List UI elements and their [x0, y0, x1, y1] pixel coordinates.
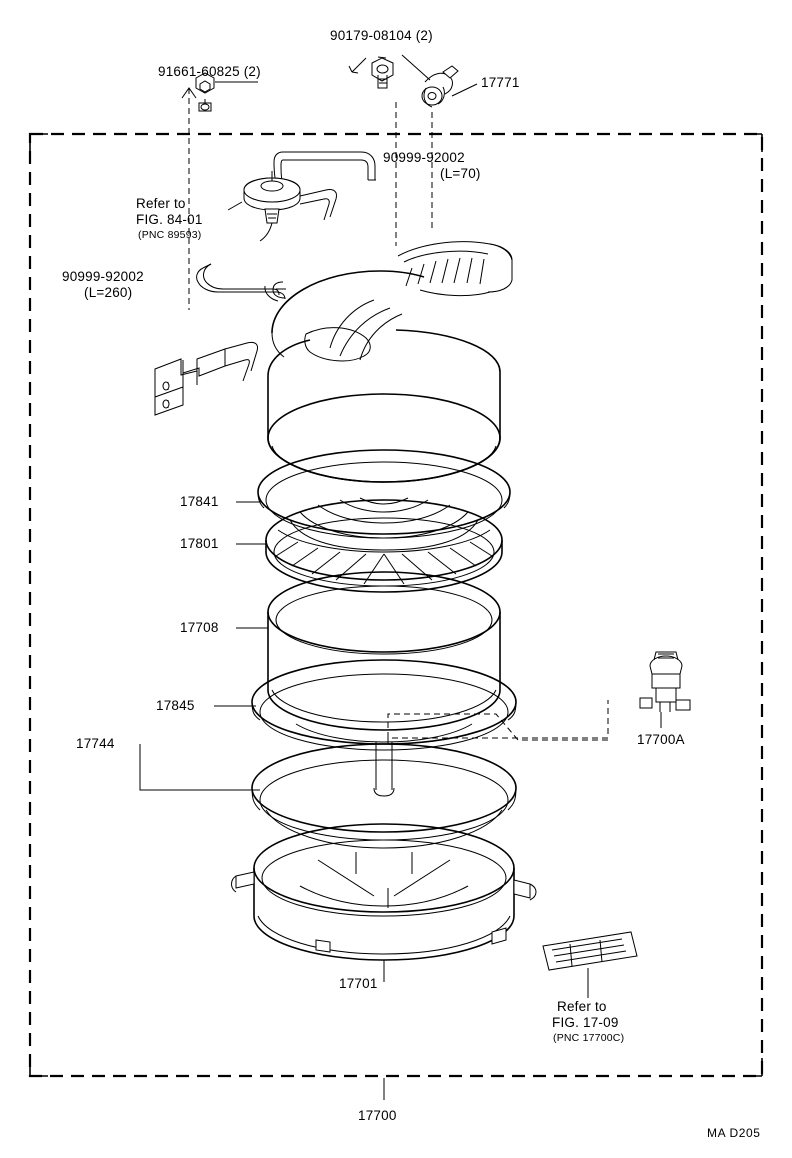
- sheet-code: MA D205: [707, 1126, 761, 1140]
- label-91661-60825: 91661-60825 (2): [158, 64, 261, 79]
- gasket-17841-icon: [258, 450, 510, 538]
- label-17701: 17701: [339, 976, 378, 991]
- leader-90179: [349, 58, 366, 73]
- hose-90999-260-icon: [197, 264, 286, 301]
- label-17700A: 17700A: [637, 732, 685, 747]
- gasket-17845-icon: [252, 660, 516, 796]
- leader-17771-from-90179: [402, 55, 430, 80]
- label-17744: 17744: [76, 736, 115, 751]
- bolt-90179-icon: [372, 58, 393, 88]
- label-17801: 17801: [180, 536, 219, 551]
- air-cleaner-cap-icon: [268, 242, 512, 482]
- leader-refer-8401: [228, 202, 242, 210]
- label-17841: 17841: [180, 494, 219, 509]
- label-90999-92002-260: 90999-92002: [62, 269, 144, 284]
- label-17700-assembly: 17700: [358, 1108, 397, 1123]
- grille-17700C-icon: [543, 932, 637, 970]
- air-cleaner-case-17708-icon: [268, 572, 500, 730]
- label-90999-92002-70-length: (L=70): [440, 166, 481, 181]
- label-90999-92002-260-length: (L=260): [84, 285, 133, 300]
- label-refer-fig-84-01-line1: Refer to: [136, 196, 186, 211]
- label-17845: 17845: [156, 698, 195, 713]
- label-17708: 17708: [180, 620, 219, 635]
- vacuum-valve-icon: [244, 171, 337, 241]
- air-filter-element-17801-icon: [266, 498, 502, 592]
- air-cleaner-bracket-icon: [155, 342, 258, 415]
- label-refer-fig-17-09-line2: FIG. 17-09: [552, 1015, 619, 1030]
- label-refer-fig-84-01-line2: FIG. 84-01: [136, 212, 203, 227]
- label-17771: 17771: [481, 75, 520, 90]
- label-refer-fig-17-09-line1: Refer to: [557, 999, 607, 1014]
- sensor-17700A-icon: [388, 652, 690, 744]
- label-refer-fig-17-09-pnc: (PNC 17700C): [553, 1032, 625, 1044]
- label-90179-08104: 90179-08104 (2): [330, 28, 433, 43]
- clamp-17771-icon: [422, 66, 458, 107]
- label-refer-fig-84-01-pnc: (PNC 89593): [138, 229, 202, 241]
- leader-17771: [452, 84, 477, 96]
- label-90999-92002-70: 90999-92002: [383, 150, 465, 165]
- air-cleaner-lower-case-17701-icon: [232, 824, 537, 960]
- leader-17744: [140, 752, 260, 790]
